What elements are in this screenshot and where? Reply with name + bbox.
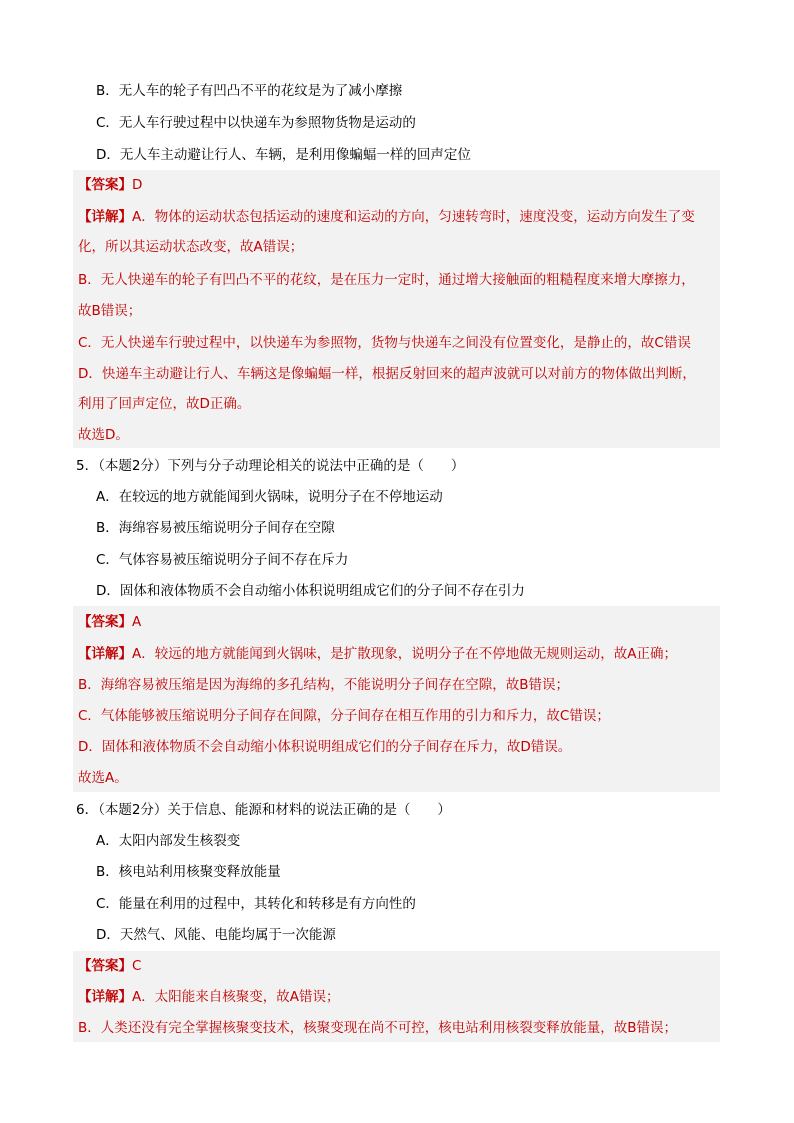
q6-answer-box: [73, 951, 720, 1042]
q4-detail-line: 利用了回声定位，故D正确。: [78, 396, 251, 412]
q6-detail-line: B．人类还没有完全掌握核聚变技术，核聚变现在尚不可控，核电站利用核裂变释放能量，故B错误；: [78, 1020, 678, 1036]
q4-detail-line: 故B错误；: [78, 303, 142, 319]
q5-detail-line: D．固体和液体物质不会自动缩小体积说明组成它们的分子间存在斥力，故D错误。: [78, 739, 572, 755]
detail-label: 【详解】: [78, 646, 132, 662]
answer-label: 【答案】: [78, 958, 132, 974]
q4-detail-line: C．无人快递车行驶过程中，以快递车为参照物，货物与快递车之间没有位置变化，是静止的，故C错误: [78, 335, 691, 351]
q4-detail-line: D．快递车主动避让行人、车辆这是像蝙蝠一样，根据反射回来的超声波就可以对前方的物体做出判断，: [78, 366, 696, 382]
q4-answer-box: [73, 170, 720, 448]
answer-label: 【答案】: [78, 614, 132, 630]
detail-text: A．较远的地方就能闻到火锅味，是扩散现象，说明分子在不停地做无规则运动，故A正确；: [132, 646, 677, 662]
q4-answer: [78, 175, 142, 195]
detail-text: A．物体的运动状态包括运动的速度和运动的方向，匀速转弯时，速度没变，运动方向发生了变: [132, 209, 695, 225]
q6-option-d: D．天然气、风能、电能均属于一次能源: [96, 927, 336, 943]
answer-value: D: [132, 177, 143, 193]
q6-answer: [78, 956, 141, 976]
q5-detail-line: [78, 644, 677, 664]
q4-detail-line: [78, 207, 695, 227]
q4-option-d: D．无人车主动避让行人、车辆，是利用像蝙蝠一样的回声定位: [96, 147, 471, 163]
detail-text: A．太阳能来自核聚变，故A错误；: [132, 989, 340, 1005]
q4-conclusion: 故选D。: [78, 427, 129, 443]
q5-stem: 5．（本题2分）下列与分子动理论相关的说法中正确的是（ ）: [76, 458, 465, 474]
q4-detail-line: 化，所以其运动状态改变，故A错误；: [78, 239, 304, 255]
q5-option-c: C．气体容易被压缩说明分子间不存在斥力: [96, 552, 349, 568]
q4-option-c: C．无人车行驶过程中以快递车为参照物货物是运动的: [96, 115, 416, 131]
q5-option-a: A．在较远的地方就能闻到火锅味，说明分子在不停地运动: [96, 489, 443, 505]
answer-value: A: [132, 614, 142, 630]
answer-label: 【答案】: [78, 177, 132, 193]
answer-value: C: [132, 958, 142, 974]
q5-option-b: B．海绵容易被压缩说明分子间存在空隙: [96, 520, 335, 536]
detail-label: 【详解】: [78, 209, 132, 225]
q5-conclusion: 故选A。: [78, 770, 128, 786]
q6-option-a: A．太阳内部发生核裂变: [96, 833, 241, 849]
detail-label: 【详解】: [78, 989, 132, 1005]
q6-option-c: C．能量在利用的过程中，其转化和转移是有方向性的: [96, 896, 416, 912]
q5-answer: [78, 612, 141, 632]
q5-option-d: D．固体和液体物质不会自动缩小体积说明组成它们的分子间不存在引力: [96, 583, 525, 599]
q5-answer-box: [73, 606, 720, 792]
q6-stem: 6．（本题2分）关于信息、能源和材料的说法正确的是（ ）: [76, 802, 451, 818]
q4-detail-line: B．无人快递车的轮子有凹凸不平的花纹，是在压力一定时，通过增大接触面的粗糙程度来增大摩擦力，: [78, 272, 695, 288]
q6-option-b: B．核电站利用核聚变释放能量: [96, 864, 281, 880]
q5-detail-line: C．气体能够被压缩说明分子间存在间隙，分子间存在相互作用的引力和斥力，故C错误；: [78, 708, 610, 724]
q4-option-b: B．无人车的轮子有凹凸不平的花纹是为了减小摩擦: [96, 83, 403, 99]
q6-detail-line: [78, 987, 339, 1007]
q5-detail-line: B．海绵容易被压缩是因为海绵的多孔结构，不能说明分子间存在空隙，故B错误；: [78, 677, 570, 693]
